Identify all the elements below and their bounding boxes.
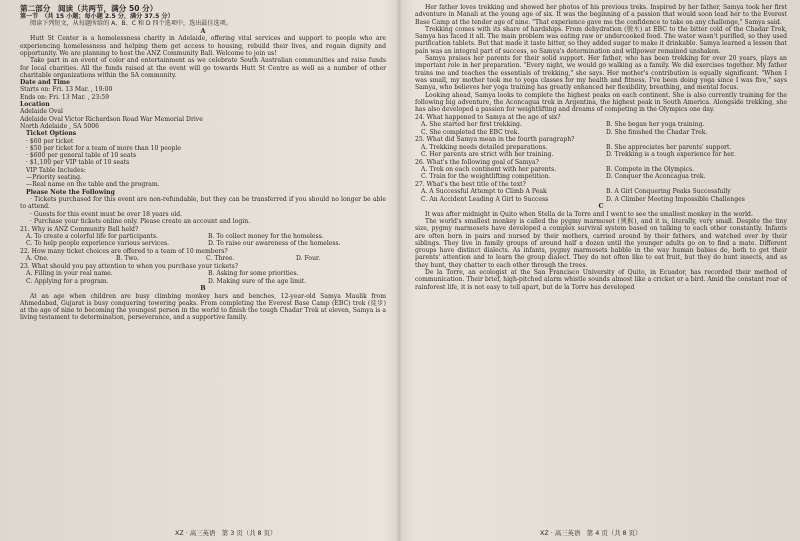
passage-a-letter: A	[200, 26, 206, 35]
option-d: D. Four.	[296, 255, 321, 263]
vip-item: —Priority seating.	[26, 174, 82, 182]
location-line: North Adelaide , SA 5006	[20, 122, 100, 130]
question-24: 24. What happened to Samya at the age of six?	[415, 113, 561, 121]
option-d: D. Trekking is a tough experience for her.	[606, 150, 735, 158]
option-b: B. A Girl Conquering Peaks Successfully	[606, 188, 731, 196]
ticket-heading: Ticket Options	[26, 130, 77, 138]
passage-b-para-5: Looking ahead, Samya looks to complete the highest peaks on each continent. She is also currently training for the following big adventure, the Aconcagua trek in Argentina, the highest peak in South America. Alongside trekking, she has also developed a passion for weightlifting and dreams of competing in the Olympics one day.	[415, 91, 787, 114]
note-item: · Tickets purchased for this event are non-refundable, but they can be transferred if you should no longer be able to attend.	[20, 195, 386, 211]
ticket-option: · $1,100 per VIP table of 10 seats	[26, 159, 130, 167]
option-b: B. Asking for some priorities.	[208, 270, 299, 278]
vip-heading: VIP Table Includes:	[26, 166, 86, 174]
passage-c-para-3: De la Torre, an ecologist at the San Francisco University of Quito, in Ecuador, has recorded their method of communication. Their brief, high-pitched alarm whistle sounds almost like a cricket or a bird. Amid the constant roar of rainforest life, it is not easy to tell apart, but de la Torre has developed	[415, 268, 787, 291]
question-26: 26. What's the following goal of Samya?	[415, 158, 539, 166]
date-heading: Date and Time	[20, 79, 70, 87]
ticket-option: · $60 per ticket	[26, 137, 74, 145]
location-line: Adelaide Oval Victor Richardson Road War Memorial Drive	[20, 115, 203, 123]
option-d: D. She finished the Chadar Trek.	[606, 128, 708, 136]
instruction: 阅读下列短文，从每题所给的 A、B、C 和 D 四个选项中，选出最佳选项。	[30, 20, 232, 28]
ticket-option: · $50 per ticket for a team of more than 10 people	[26, 144, 181, 152]
event-start: Starts on: Fri. 13 Mar. , 19:00	[20, 86, 113, 94]
option-c: C. An Accident Leading A Girl to Success	[421, 195, 549, 203]
option-c: C. She completed the EBC trek.	[421, 128, 520, 136]
note-item: · Guests for this event must be over 18 years old.	[30, 210, 183, 218]
event-end: Ends on: Fri. 13 Mar. , 23:59	[20, 93, 110, 101]
option-c: C. Applying for a program.	[26, 277, 109, 285]
option-d: D. A Climber Meeting Impossible Challenges	[606, 195, 745, 203]
location-heading: Location	[20, 101, 50, 109]
left-page	[20, 4, 386, 523]
question-25: 25. What did Samya mean in the fourth paragraph?	[415, 136, 575, 144]
option-c: C. Train for the weightlifting competition.	[421, 173, 551, 181]
option-c: C. Her parents are strict with her training.	[421, 150, 554, 158]
passage-a-para-2: Take part in an event of color and entertainment as we celebrate South Australian communities and raise funds for local charities. All the funds raised at the event will go towards Hutt St Centre as well as a number of other charitable organizations within the SA community.	[20, 57, 386, 79]
passage-b-para-1: At an age when children are busy climbing monkey bars and benches, 12-year-old Samya Maulik from Ahmedabad, Gujarat is busy conquering towering peaks. From completing the Everest Base Camp (EBC) trek (徒步) at the age of nine to becoming the youngest person in the world to finish the tough Chadar Trek at eleven, Samya is a living testament to determination, perseverance, and a supportive family.	[20, 292, 386, 322]
note-heading: Please Note the Following	[26, 188, 115, 196]
passage-c-para-2: The world's smallest monkey is called the pygmy marmoset (狨猴), and it is, literally, very small. Despite the tiny size, pygmy marmosets have developed a complex survival system based on talking to each other constantly. Infants are often born in pairs and nursed by their mothers, carried around by their fathers, and watched over by their siblings. They live in family groups of around half a dozen until the younger adults go on to find a mate. Different groups have distinct dialects. As infants, pygmy marmosets babble in the way human babies do, both to get their parents' attention and to learn the group dialect. They do not often like to eat fruit, but they do hunt insects, and as they hunt, they chatter to each other through the trees.	[415, 217, 787, 269]
option-b: B. Compete in the Olympics.	[606, 166, 695, 174]
question-22: 22. How many ticket choices are offered to a team of 10 members?	[20, 248, 228, 256]
option-d: D. Making sure of the age limit.	[208, 277, 307, 285]
question-21: 21. Why is ANZ Community Ball held?	[20, 225, 139, 233]
question-23: 23. What should you pay attention to when you purchase your tickets?	[20, 263, 238, 271]
option-c: C. Three.	[206, 255, 235, 263]
page-footer-right: XZ · 高三英语 第 4 页（共 8 页）	[540, 529, 642, 537]
passage-c-letter: C	[598, 202, 604, 211]
location-line: Adelaide Oval	[20, 108, 63, 116]
option-a: A. To create a colorful life for participants.	[26, 232, 158, 240]
option-a: A. Trekking needs detailed preparations.	[421, 143, 548, 151]
option-a: A. Trek on each continent with her parents.	[421, 166, 557, 174]
question-27: 27. What's the best title of the text?	[415, 181, 526, 189]
option-b: B. She appreciates her parents' support.	[606, 143, 732, 151]
passage-b-para-4: Samya praises her parents for their solid support. Her father, who has been trekking for over 20 years, plays an important role in her preparation. "Every night, we would go walking as a family. We did exercises together. My father trains me and teaches the essentials of trekking," she says. Her mother's contribution is equally significant. "When I was small, my mother took me to yoga classes for my health and fitness. I've been doing yoga since I was five," says Samya, who believes her yoga training has greatly enhanced her flexibility, breathing, and mental focus.	[415, 55, 787, 92]
option-c: C. To help people experience various services.	[26, 240, 170, 248]
page-footer-left: XZ · 高三英语 第 3 页（共 8 页）	[175, 529, 277, 537]
passage-b-letter: B	[200, 284, 206, 292]
option-b: B. Two.	[116, 255, 139, 263]
option-d: D. To raise our awareness of the homeless.	[208, 240, 341, 248]
right-page	[415, 4, 787, 523]
passage-b-para-2: Her father loves trekking and showed her photos of his previous treks. Inspired by her father, Samya took her first adventure in Manali at the young age of six. It was the beginning of a passion that would soon lead her to the Everest Base Camp at the tender age of nine. "That experience gave me the confidence to take on any challenge," Samya said.	[415, 4, 787, 26]
option-d: D. Conquer the Aconcagua trek.	[606, 173, 706, 181]
section-title: 第一节 （共 15 小题；每小题 2.5 分，满分 37.5 分）	[20, 13, 174, 20]
passage-b-para-3: Trekking comes with its share of hardships. From dehydration (脱水) at EBC to the bitter cold of the Chadar Trek, Samya has faced it all. The main problem was eating raw or undercooked food. The water wasn't purified, so they used purification tablets. But that made it taste bitter, so they added sugar to make it drinkable. Samya learned a lesson that pain was an integral part of success, so Samya's determination and willpower remained unshaken.	[415, 25, 787, 55]
option-a: A. One.	[26, 255, 49, 263]
page-fold	[396, 0, 402, 541]
option-a: A. She started her first trekking.	[421, 121, 522, 129]
option-b: B. To collect money for the homeless.	[208, 232, 324, 240]
note-item: · Purchase your tickets online only. Please create an account and login.	[30, 217, 251, 225]
passage-a-para-1: Hutt St Center is a homelessness charity in Adelaide, offering vital services and support to people who are experiencing homelessness and helping them get access to housing, rebuild their lives, and regain dignity and opportunity. We are planning to host the ANZ Community Ball. Welcome to join us!	[20, 35, 386, 57]
option-a: A. A Successful Attempt to Climb A Peak	[421, 188, 547, 196]
passage-c-para-1: It was after midnight in Quito when Stella de la Torre and I went to see the smallest monkey in the world.	[425, 210, 753, 218]
part-title: 第二部分 阅读（共两节，满分 50 分）	[20, 4, 158, 13]
vip-item: —Real name on the table and the program.	[26, 181, 160, 189]
ticket-option: · $600 per general table of 10 seats	[26, 152, 137, 160]
option-b: B. She began her yoga training.	[606, 121, 705, 129]
option-a: A. Filling in your real name.	[26, 270, 113, 278]
